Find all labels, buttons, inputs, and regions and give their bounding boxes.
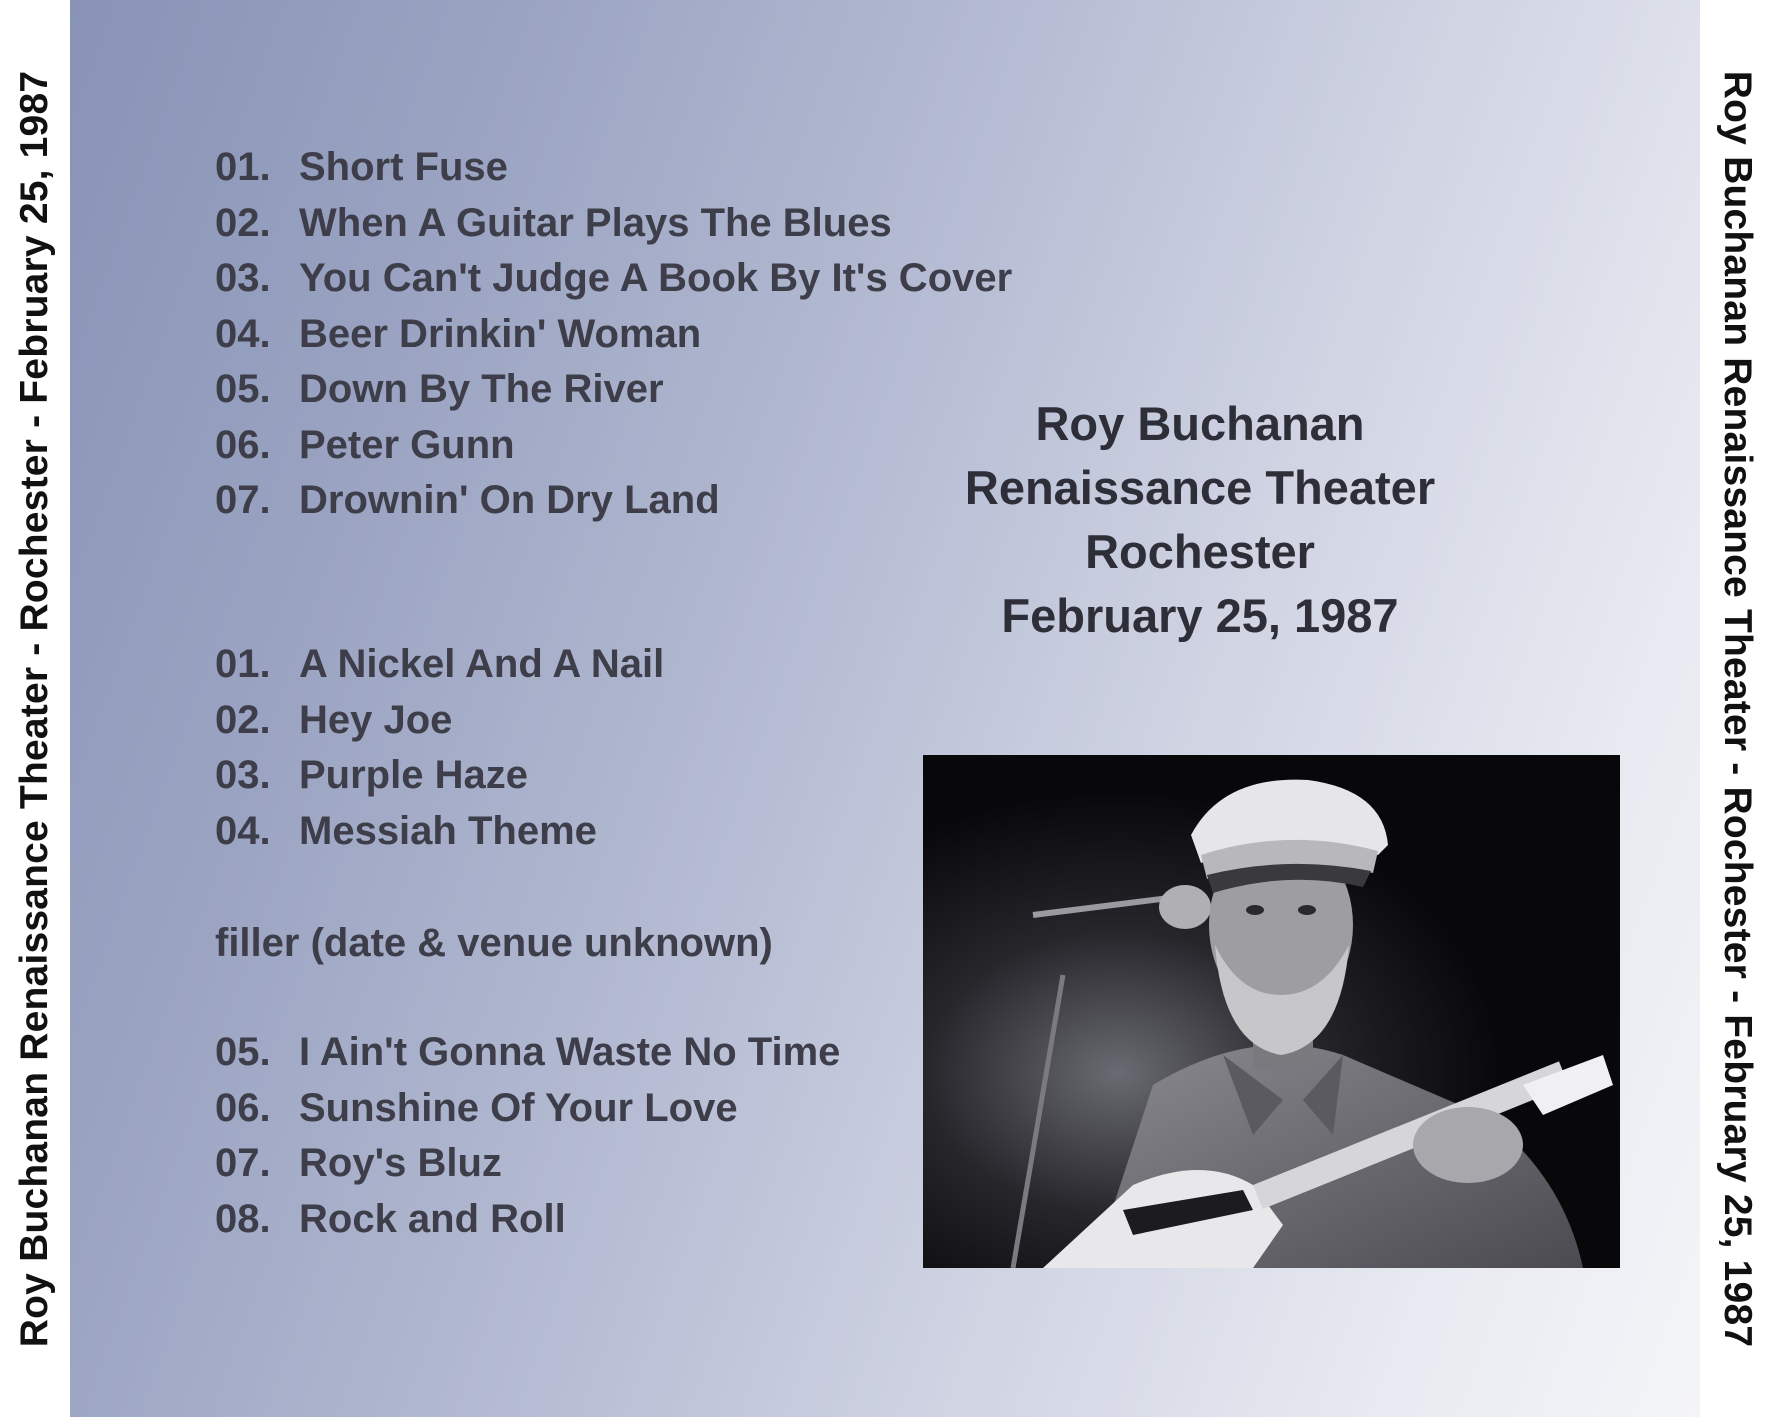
track-item	[215, 1136, 840, 1192]
track-item	[215, 362, 1012, 418]
track-item	[215, 1025, 840, 1081]
track-title: Sunshine Of Your Love	[299, 1085, 738, 1130]
artist-name: Roy Buchanan	[1035, 397, 1365, 450]
track-number: 01.	[215, 145, 271, 189]
album-title-block	[920, 392, 1480, 648]
track-title: Short Fuse	[299, 145, 508, 189]
track-item	[215, 140, 1012, 196]
track-number: 05.	[215, 1030, 271, 1074]
track-number: 01.	[215, 642, 271, 686]
right-spine-text: Roy Buchanan Renaissance Theater - Rochester - February 25, 1987	[1716, 70, 1759, 1347]
track-title: Peter Gunn	[299, 422, 515, 467]
left-spine-text: Roy Buchanan Renaissance Theater - Rochester - February 25, 1987	[13, 70, 56, 1347]
track-item	[215, 804, 664, 860]
track-number: 06.	[215, 422, 271, 467]
track-title: Messiah Theme	[299, 808, 597, 853]
track-number: 06.	[215, 1085, 271, 1130]
artist-photo	[923, 755, 1620, 1268]
track-item	[215, 1192, 840, 1248]
track-number: 03.	[215, 256, 271, 300]
track-title: Beer Drinkin' Woman	[299, 311, 702, 356]
left-spine	[0, 0, 70, 1417]
back-panel	[70, 0, 1700, 1417]
track-title: Hey Joe	[299, 697, 453, 742]
track-title: Purple Haze	[299, 753, 528, 797]
track-item	[215, 251, 1012, 307]
track-number: 03.	[215, 753, 271, 797]
track-number: 02.	[215, 697, 271, 742]
track-item	[215, 473, 1012, 529]
track-number: 07.	[215, 478, 271, 522]
venue-name: Renaissance Theater	[964, 461, 1436, 514]
track-title: Drownin' On Dry Land	[299, 478, 720, 522]
disc2-tracklist	[215, 637, 664, 859]
track-title: A Nickel And A Nail	[299, 642, 665, 686]
track-number: 02.	[215, 200, 271, 245]
track-number: 05.	[215, 367, 271, 411]
disc1-tracklist	[215, 140, 1012, 529]
filler-note: filler (date & venue unknown)	[215, 921, 773, 965]
track-number: 08.	[215, 1196, 271, 1241]
track-title: Roy's Bluz	[299, 1141, 502, 1185]
filler-tracklist	[215, 1025, 840, 1247]
track-item	[215, 1081, 840, 1137]
city-name: Rochester	[1085, 525, 1315, 578]
track-item	[215, 307, 1012, 363]
concert-date: February 25, 1987	[1001, 589, 1399, 642]
track-number: 04.	[215, 311, 271, 356]
right-spine	[1702, 0, 1772, 1417]
track-item	[215, 693, 664, 749]
track-title: Down By The River	[299, 367, 664, 411]
track-title: Rock and Roll	[299, 1196, 566, 1241]
track-item	[215, 748, 664, 804]
track-item	[215, 196, 1012, 252]
track-title: You Can't Judge A Book By It's Cover	[299, 256, 1013, 300]
track-item	[215, 637, 664, 693]
track-number: 04.	[215, 808, 271, 853]
track-title: I Ain't Gonna Waste No Time	[299, 1030, 841, 1074]
track-number: 07.	[215, 1141, 271, 1185]
track-item	[215, 418, 1012, 474]
track-title: When A Guitar Plays The Blues	[299, 200, 892, 245]
guitarist-illustration	[923, 755, 1620, 1268]
